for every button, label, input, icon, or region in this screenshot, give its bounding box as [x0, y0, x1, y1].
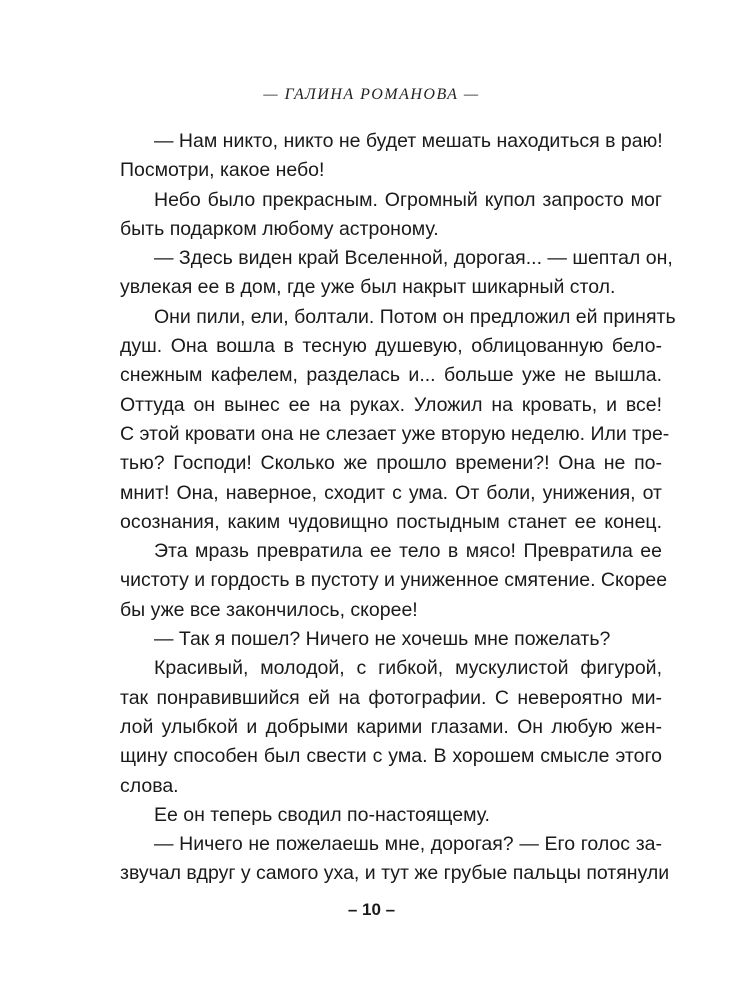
text-line: Ее он теперь сводил по-настоящему.	[154, 803, 490, 826]
text-line: Оттуда он вынес ее на руках. Уложил на кровать, и все!	[120, 393, 662, 416]
text-line: щину способен был свести с ума. В хорошем смысле этого	[120, 745, 662, 768]
text-line: — Нам никто, никто не будет мешать находиться в раю!	[154, 130, 663, 152]
text-line: так понравившийся ей на фотографии. С невероятно ми-	[120, 686, 662, 709]
text-line: С этой кровати она не слезает уже вторую неделю. Или тре-	[120, 422, 670, 445]
running-head: — ГАЛИНА РОМАНОВА —	[263, 86, 480, 103]
text-line: звучал вдруг у самого уха, и тут же грубые пальцы потянули	[120, 862, 670, 885]
text-line: — Ничего не пожелаешь мне, дорогая? — Его голос за-	[154, 833, 662, 856]
text-line: тью? Господи! Сколько же прошло времени?! Она не по-	[120, 452, 662, 475]
text-line: душ. Она вошла в тесную душевую, облицованную бело-	[120, 335, 662, 358]
body-text	[120, 127, 676, 889]
text-line: осознания, каким чудовищно постыдным станет ее конец.	[120, 510, 662, 533]
text-line: мнит! Она, наверное, сходит с ума. От боли, унижения, от	[120, 481, 662, 504]
text-line: Посмотри, какое небо!	[120, 159, 325, 182]
text-line: лой улыбкой и добрыми карими глазами. Он любую жен-	[120, 715, 662, 738]
text-line: Эта мразь превратила ее тело в мясо! Превратила ее	[154, 540, 662, 563]
text-line: Небо было прекрасным. Огромный купол запросто мог	[154, 188, 662, 211]
text-line: бы уже все закончилось, скорее!	[120, 598, 418, 621]
page-number: – 10 –	[347, 900, 396, 919]
text-line: Они пили, ели, болтали. Потом он предложил ей принять	[154, 305, 676, 328]
text-line: — Так я пошел? Ничего не хочешь мне пожелать?	[154, 628, 611, 651]
text-line: Красивый, молодой, с гибкой, мускулистой фигурой,	[154, 657, 662, 680]
text-line: чистоту и гордость в пустоту и униженное смятение. Скорее	[120, 569, 668, 592]
text-line: — Здесь виден край Вселенной, дорогая... — шептал он,	[154, 247, 673, 270]
text-line: слова.	[120, 774, 179, 797]
text-line: быть подарком любому астроному.	[120, 217, 439, 240]
text-line: снежным кафелем, разделась и... больше уже не вышла.	[120, 364, 662, 387]
text-line: увлекая ее в дом, где уже был накрыт шикарный стол.	[120, 276, 616, 299]
